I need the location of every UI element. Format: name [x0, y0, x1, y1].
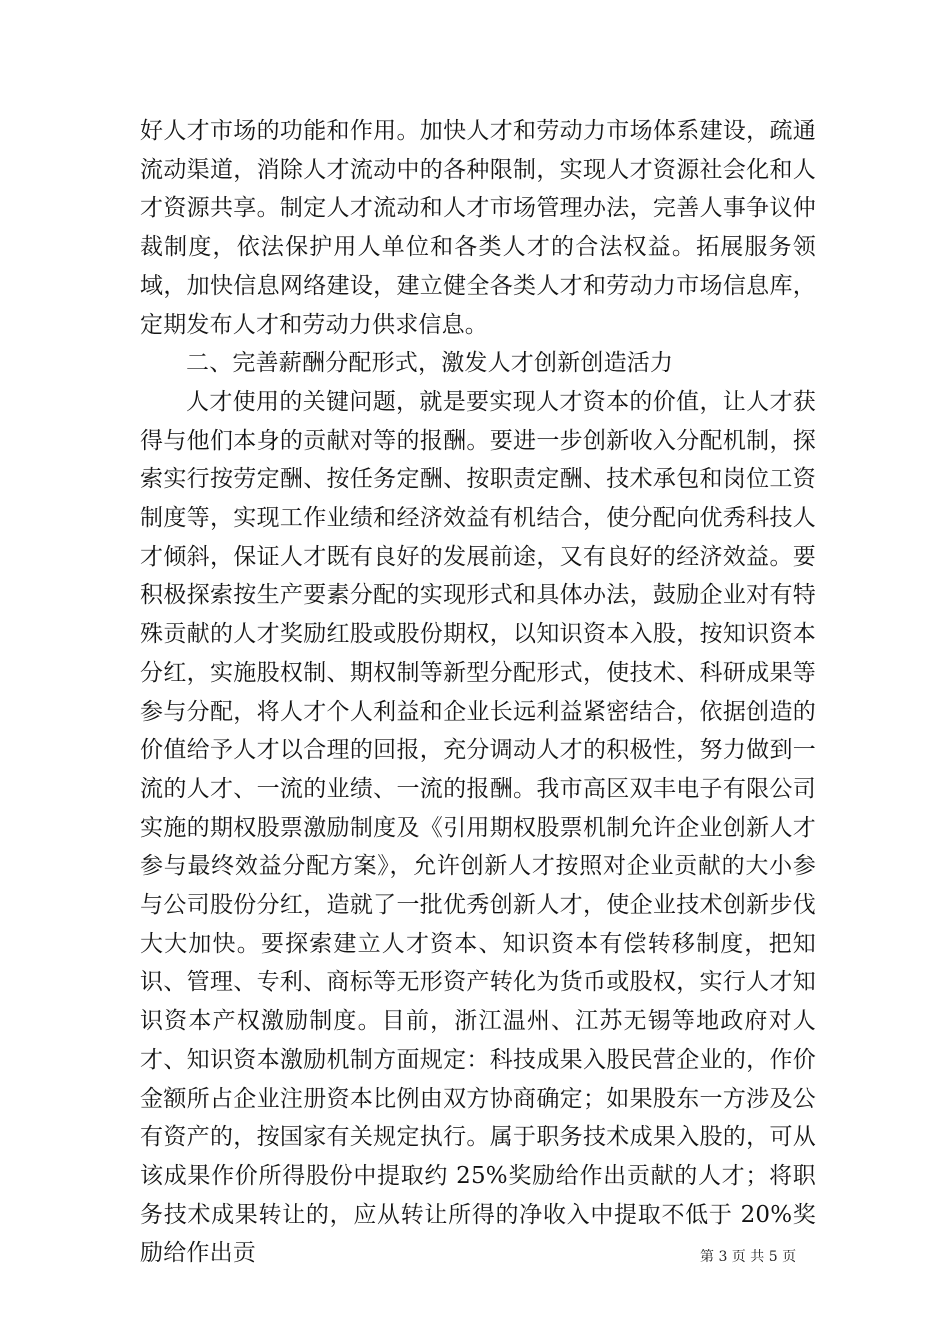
- section-heading-salary-distribution: 二、完善薪酬分配形式，激发人才创新创造活力: [186, 350, 674, 377]
- paragraph-talent-market: 好人才市场的功能和作用。加快人才和劳动力市场体系建设，疏通流动渠道，消除人才流动中的各种限制，实现人才资源社会化和人才资源共享。制定人才流动和人才市场管理办法，完善人事争议仲裁制度，依法保护用人单位和各类人才的合法权益。拓展服务领域，加快信息网络建设，建立健全各类人才和劳动力市场信息库，定期发布人才和劳动力供求信息。: [140, 118, 816, 338]
- paragraph-talent-compensation: 人才使用的关键问题，就是要实现人才资本的价值，让人才获得与他们本身的贡献对等的报酬。要进一步创新收入分配机制，探索实行按劳定酬、按任务定酬、按职责定酬、技术承包和岗位工资制度等，实现工作业绩和经济效益有机结合，使分配向优秀科技人才倾斜，保证人才既有良好的发展前途，又有良好的经济效益。要积极探索按生产要素分配的实现形式和具体办法，鼓励企业对有特殊贡献的人才奖励红股或股份期权，以知识资本入股，按知识资本分红，实施股权制、期权制等新型分配形式，使技术、科研成果等参与分配，将人才个人利益和企业长远利益紧密结合，依据创造的价值给予人才以合理的回报，充分调动人才的积极性，努力做到一流的人才、一流的业绩、一流的报酬。我市高区双丰电子有限公司实施的期权股票激励制度及《引用期权股票机制允许企业创新人才参与最终效益分配方案》，允许创新人才按照对企业贡献的大小参与公司股份分红，造就了一批优秀创新人才，使企业技术创新步伐大大加快。要探索建立人才资本、知识资本有偿转移制度，把知识、管理、专利、商标等无形资产转化为货币或股权，实行人才知识资本产权激励制度。目前，浙江温州、江苏无锡等地政府对人才、知识资本激励机制方面规定：科技成果入股民营企业的，作价金额所占企业注册资本比例由双方协商确定；如果股东一方涉及公有资产的，按国家有关规定执行。属于职务技术成果入股的，可从该成果作价所得股份中提取约 25%奖励给作出贡献的人才；将职务技术成果转让的，应从转让所得的净收入中提取不低于 20%奖励给作出贡: [140, 388, 816, 1267]
- document-body: [140, 112, 816, 1273]
- page-number-footer: 第 3 页 共 5 页: [700, 1249, 797, 1265]
